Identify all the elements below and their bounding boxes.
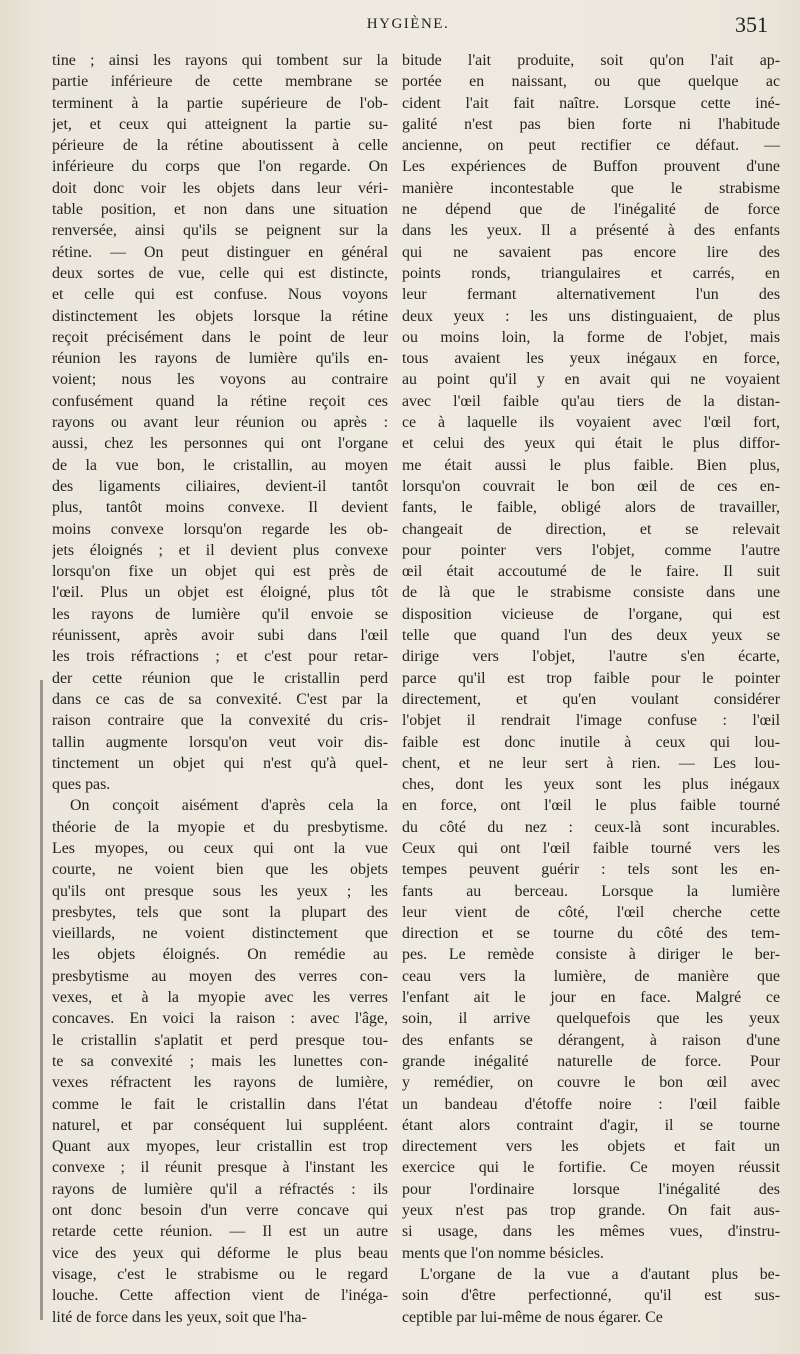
text-line: lité de force dans les yeux, soit que l'ha-	[52, 1308, 307, 1326]
text-line: leur fermant alternativement l'un des	[402, 286, 780, 304]
margin-mark	[40, 680, 43, 1320]
text-line: retarde cette réunion. — Il est un autre	[52, 1223, 388, 1241]
text-line: portée en naissant, ou que quelque ac	[402, 73, 780, 91]
text-line: dans les yeux. Il a présenté à des enfants	[402, 222, 780, 240]
text-line: terminent à la partie supérieure de l'ob-	[52, 94, 388, 112]
text-line: courte, ne voient bien que les objets	[52, 861, 388, 879]
text-line: réunion les rayons de lumière qu'ils en-	[52, 350, 388, 368]
text-line: ou moins loin, la forme de l'objet, mais	[402, 328, 780, 346]
text-line: œil était accoutumé de le faire. Il suit	[402, 563, 780, 581]
text-line: tous avaient les yeux inégaux en force,	[402, 350, 780, 368]
text-line: presbytisme au moyen des verres con-	[52, 967, 388, 985]
text-line: de la vue bon, le cristallin, au moyen	[52, 456, 388, 474]
text-line: presbytes, tels que sont la plupart des	[52, 903, 388, 921]
text-line: ceau vers la lumière, de manière que	[402, 967, 780, 985]
text-line: ments que l'on nomme bésicles.	[402, 1244, 604, 1262]
text-line: tempes peuvent guérir : tels sont les en-	[402, 861, 780, 879]
text-line: moins convexe lorsqu'on regarde les ob-	[52, 520, 388, 538]
text-line: dans ce cas de sa convexité. C'est par la	[52, 690, 388, 708]
text-line: bitude l'ait produite, soit qu'on l'ait ap-	[402, 52, 780, 69]
text-line: et celui des yeux qui était le plus diffor-	[402, 435, 780, 453]
text-line: un bandeau d'étoffe noire : l'œil faible	[402, 1095, 780, 1113]
text-line: au point qu'il y en avait qui ne voyaient	[402, 371, 780, 389]
text-line: exercice qui le fortifie. Ce moyen réussit	[402, 1159, 780, 1177]
text-line: y remédier, on couvre le bon œil avec	[402, 1074, 780, 1092]
text-line: pes. Le remède consiste à diriger le ber-	[402, 946, 780, 964]
text-line: naturel, et par conséquent lui suppléent.	[52, 1116, 388, 1134]
text-line: doit donc voir les objets dans leur véri-	[52, 179, 388, 197]
text-line: concaves. En voici la raison : avec l'âge,	[52, 1010, 388, 1028]
text-line: table position, et non dans une situation	[52, 201, 388, 219]
text-line: te sa convexité ; mais les lunettes con-	[52, 1052, 388, 1070]
text-line: comme le fait le cristallin dans l'état	[52, 1095, 388, 1113]
text-line: Ceux qui ont l'œil faible tourné vers les	[402, 839, 780, 857]
text-line: points ronds, triangulaires et carrés, en	[402, 264, 780, 282]
text-line: tine ; ainsi les rayons qui tombent sur la	[52, 52, 388, 69]
text-line: qui ne savaient pas encore lire des	[402, 243, 780, 261]
text-line: changeait de direction, et se relevait	[402, 520, 780, 538]
text-line: der cette réunion que le cristallin perd	[52, 669, 388, 687]
text-line: ont donc besoin d'un verre concave qui	[52, 1202, 388, 1220]
text-line: réunissent, après avoir subi dans l'œil	[52, 627, 388, 645]
text-line: ceptible par lui-même de nous égarer. Ce	[402, 1308, 663, 1326]
text-line: des enfants se dérangent, à raison d'une	[402, 1031, 780, 1049]
text-line: direction et se tourne du côté des tem-	[402, 925, 780, 943]
text-line: raison contraire que la convexité du cris-	[52, 712, 388, 730]
text-line: vexes réfractent les rayons de lumière,	[52, 1074, 388, 1092]
text-line: vexes, et à la myopie avec les verres	[52, 989, 388, 1007]
text-line: des ligaments ciliaires, devient-il tantôt	[52, 477, 388, 495]
text-line: en force, ont l'œil le plus faible tourné	[402, 797, 780, 815]
text-line: soin, il arrive quelquefois que les yeux	[402, 1010, 780, 1028]
text-line: lorsqu'on couvrait le bon œil de ces en-	[402, 477, 780, 495]
text-line: vice des yeux qui déforme le plus beau	[52, 1244, 388, 1262]
text-line: Les expériences de Buffon prouvent d'une	[402, 158, 780, 176]
text-line: lorsqu'on fixe un objet qui est près de	[52, 563, 388, 581]
text-line: convexe ; il réunit presque à l'instant les	[52, 1159, 388, 1177]
text-line: galité n'est pas bien forte ni l'habitude	[402, 115, 780, 133]
running-title: HYGIÈNE.	[366, 16, 450, 32]
text-line: parce qu'il est trop faible pour le pointer	[402, 669, 780, 687]
text-line: du côté du nez : ceux-là sont incurables.	[402, 818, 780, 836]
text-line: ce à laquelle ils voyaient avec l'œil fort,	[402, 414, 780, 432]
text-line: louche. Cette affection vient de l'inéga-	[52, 1287, 388, 1305]
text-line: ancienne, on peut rectifier ce défaut. —	[402, 137, 780, 155]
text-line: faible est donc inutile à ceux qui lou-	[402, 733, 780, 751]
text-line: grande inégalité naturelle de force. Pour	[402, 1052, 780, 1070]
text-line: cident l'ait fait naître. Lorsque cette iné-	[402, 94, 780, 112]
text-line: avec l'œil faible qu'au tiers de la distan-	[402, 392, 780, 410]
text-line: On conçoit aisément d'après cela la	[70, 797, 388, 815]
text-line: leur vient de côté, l'œil cherche cette	[402, 903, 780, 921]
text-line: yeux n'est pas trop grande. On fait aus-	[402, 1202, 780, 1220]
text-line: rétine. — On peut distinguer en général	[52, 243, 388, 261]
text-line: chent, et ne leur sert à rien. — Les lou-	[402, 754, 780, 772]
page-header	[40, 10, 776, 40]
left-column	[52, 50, 388, 1328]
text-line: Les myopes, ou ceux qui ont la vue	[52, 839, 388, 857]
text-line: les trois réfractions ; et c'est pour retar-	[52, 648, 388, 666]
text-line: Quant aux myopes, leur cristallin est trop	[52, 1138, 388, 1156]
text-line: jet, et ceux qui atteignent la partie su-	[52, 115, 388, 133]
text-line: aussi, chez les personnes qui ont l'organe	[52, 435, 388, 453]
text-line: tallin augmente lorsqu'on veut voir dis-	[52, 733, 388, 751]
text-line: deux sortes de vue, celle qui est distincte,	[52, 264, 388, 282]
text-line: et celle qui est confuse. Nous voyons	[52, 286, 388, 304]
text-line: reçoit précisément dans le point de leur	[52, 328, 388, 346]
text-line: me était aussi le plus faible. Bien plus,	[402, 456, 780, 474]
text-line: le cristallin s'aplatit et perd presque tou-	[52, 1031, 388, 1049]
text-line: si usage, dans les mêmes vues, d'instru-	[402, 1223, 780, 1241]
text-line: périeure de la rétine aboutissent à celle	[52, 137, 388, 155]
text-line: jets éloignés ; et il devient plus convexe	[52, 541, 388, 559]
text-line: plus, tantôt moins convexe. Il devient	[52, 499, 388, 517]
text-line: les objets éloignés. On remédie au	[52, 946, 388, 964]
text-line: ne dépend que de l'inégalité de force	[402, 201, 780, 219]
text-line: L'organe de la vue a d'autant plus be-	[420, 1265, 780, 1283]
text-line: qu'ils ont presque sous les yeux ; les	[52, 882, 388, 900]
text-line: deux yeux : les uns distinguaient, de plus	[402, 307, 780, 325]
text-line: confusément quand la rétine reçoit ces	[52, 392, 388, 410]
text-line: telle que quand l'un des deux yeux se	[402, 627, 780, 645]
text-line: renversée, ainsi qu'ils se peignent sur la	[52, 222, 388, 240]
text-line: dirige vers l'objet, l'autre s'en écarte,	[402, 648, 780, 666]
text-line: rayons ou avant leur réunion ou après :	[52, 414, 388, 432]
text-line: pour pointer vers l'objet, comme l'autre	[402, 541, 780, 559]
text-line: rayons de lumière qu'il a réfractés : ils	[52, 1180, 388, 1198]
text-line: les rayons de lumière qu'il envoie se	[52, 605, 388, 623]
text-line: soin d'être perfectionné, qu'il est sus-	[402, 1287, 780, 1305]
text-line: directement vers les objets et fait un	[402, 1138, 780, 1156]
text-line: étant alors contraint d'agir, il se tourne	[402, 1116, 780, 1134]
text-line: partie inférieure de cette membrane se	[52, 73, 388, 91]
text-line: fants au berceau. Lorsque la lumière	[402, 882, 780, 900]
text-line: inférieure du corps que l'on regarde. On	[52, 158, 388, 176]
page-number: 351	[735, 12, 768, 37]
text-line: l'objet il rendrait l'image confuse : l'œil	[402, 712, 780, 730]
text-line: directement, et qu'en voulant considérer	[402, 690, 780, 708]
text-line: tinctement un objet qui n'est qu'à quel-	[52, 754, 388, 772]
text-line: l'œil. Plus un objet est éloigné, plus tôt	[52, 584, 388, 602]
text-line: voient; nous les voyons au contraire	[52, 371, 388, 389]
text-line: distinctement les objets lorsque la rétine	[52, 307, 388, 325]
text-line: ches, dont les yeux sont les plus inégaux	[402, 776, 780, 794]
text-line: théorie de la myopie et du presbytisme.	[52, 818, 388, 836]
text-line: l'enfant ait le jour en face. Malgré ce	[402, 989, 780, 1007]
text-line: fants, le faible, obligé alors de travailler,	[402, 499, 780, 517]
text-line: disposition vicieuse de l'organe, qui est	[402, 605, 780, 623]
text-line: manière incontestable que le strabisme	[402, 179, 780, 197]
text-line: de là que le strabisme consiste dans une	[402, 584, 780, 602]
text-line: ques pas.	[52, 776, 111, 794]
right-column	[402, 50, 780, 1328]
text-line: pour l'ordinaire lorsque l'inégalité des	[402, 1180, 780, 1198]
text-line: vieillards, ne voient distinctement que	[52, 925, 388, 943]
text-line: visage, c'est le strabisme ou le regard	[52, 1265, 388, 1283]
